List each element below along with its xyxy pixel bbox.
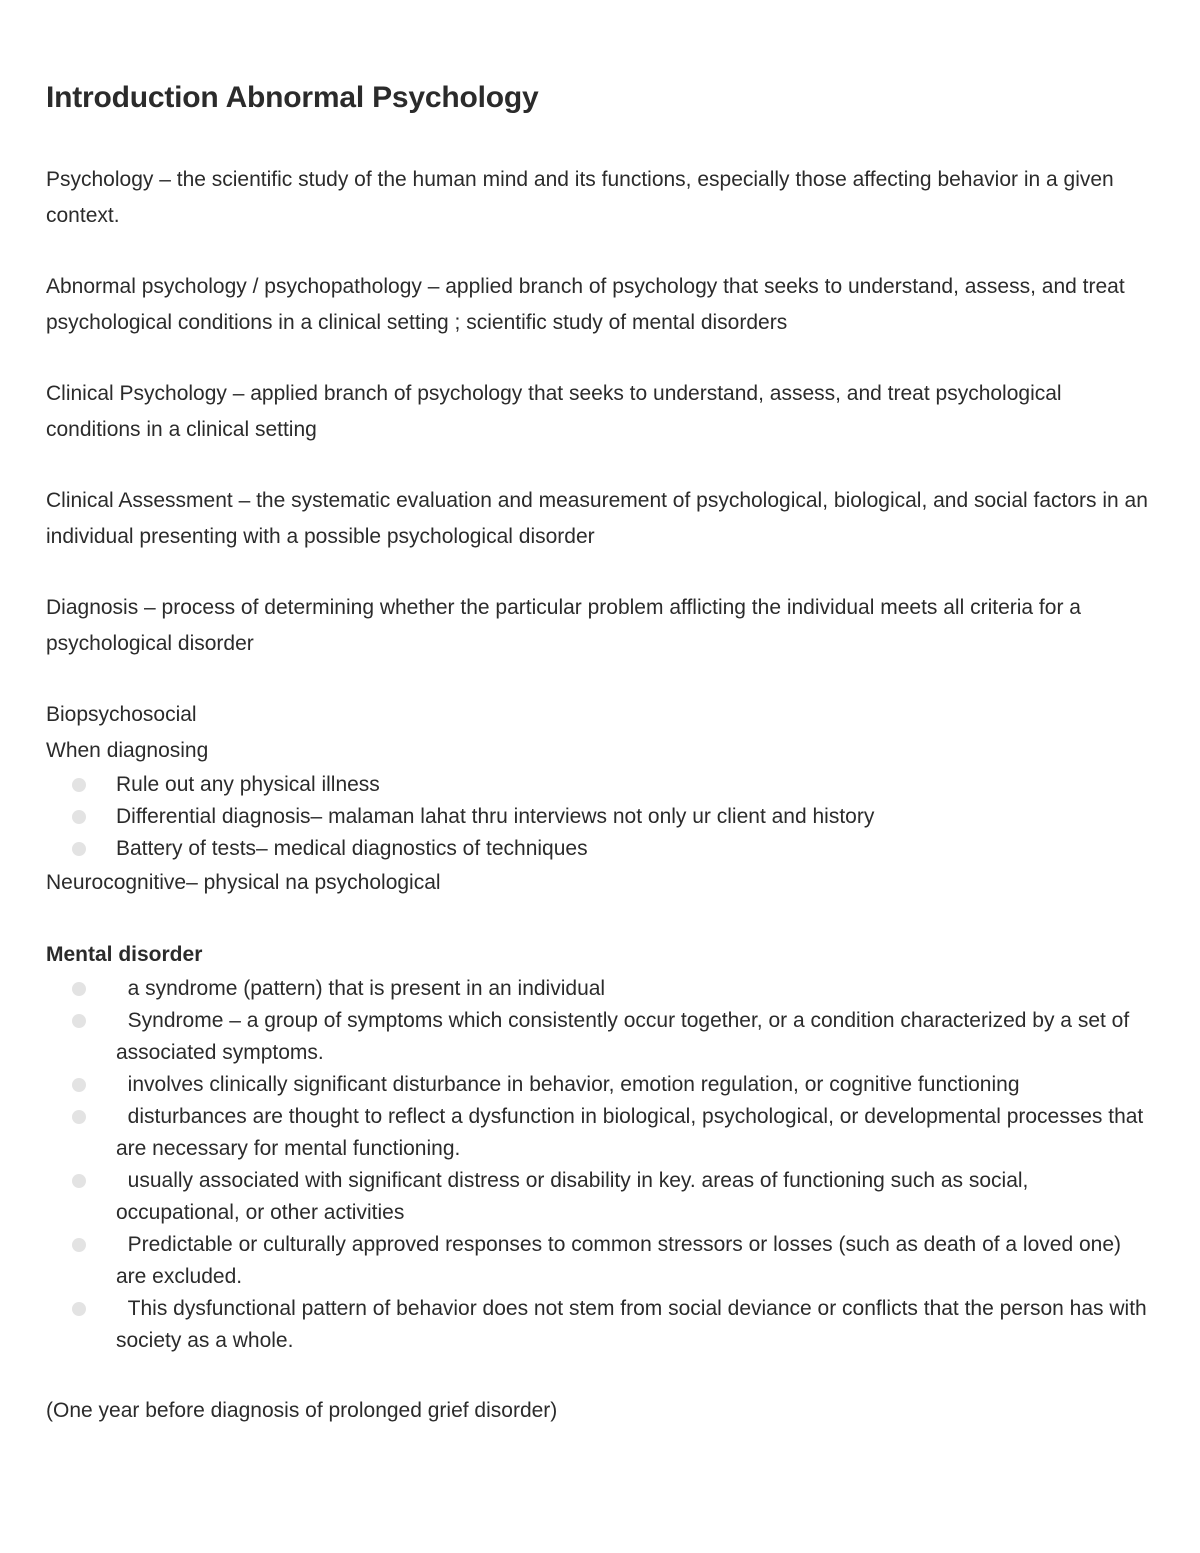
list-item bbox=[46, 973, 1156, 1005]
definition-clinical-assessment: Clinical Assessment – the systematic evaluation and measurement of psychological, biological, and social factors in an individual presenting with a possible psychological disorder bbox=[46, 489, 1148, 548]
biopsychosocial-label: Biopsychosocial bbox=[46, 703, 197, 726]
definition-psychology: Psychology – the scientific study of the human mind and its functions, especially those affecting behavior in a given context. bbox=[46, 168, 1114, 227]
bullet-dot-icon bbox=[72, 1078, 86, 1092]
bullet-dot-icon bbox=[72, 778, 86, 792]
mental-disorder-list bbox=[46, 973, 1156, 1357]
definition-diagnosis: Diagnosis – process of determining whether the particular problem afflicting the individual meets all criteria for a psychological disorder bbox=[46, 596, 1081, 655]
list-item-text: Predictable or culturally approved responses to common stressors or losses (such as death of a loved one) are excluded. bbox=[116, 1233, 1127, 1288]
list-item bbox=[46, 801, 1156, 833]
list-item-text: Battery of tests– medical diagnostics of techniques bbox=[116, 837, 588, 860]
spacer bbox=[46, 1357, 1156, 1393]
neurocognitive-note: Neurocognitive– physical na psychological bbox=[46, 871, 441, 894]
list-item-text: usually associated with significant distress or disability in key. areas of functioning such as social, occupational, or other activities bbox=[116, 1169, 1035, 1224]
bullet-dot-icon bbox=[72, 842, 86, 856]
bullet-dot-icon bbox=[72, 1238, 86, 1252]
list-item-text: Rule out any physical illness bbox=[116, 773, 380, 796]
bullet-dot-icon bbox=[72, 1110, 86, 1124]
bullet-dot-icon bbox=[72, 1174, 86, 1188]
list-item-text: This dysfunctional pattern of behavior does not stem from social deviance or conflicts that the person has with society as a whole. bbox=[116, 1297, 1153, 1352]
list-item bbox=[46, 833, 1156, 865]
bullet-dot-icon bbox=[72, 982, 86, 996]
list-item bbox=[46, 1069, 1156, 1101]
list-item bbox=[46, 1293, 1156, 1357]
spacer bbox=[46, 901, 1156, 937]
page-title: Introduction Abnormal Psychology bbox=[46, 81, 539, 114]
bullet-dot-icon bbox=[72, 1302, 86, 1316]
when-diagnosing-label: When diagnosing bbox=[46, 739, 209, 762]
mental-disorder-heading: Mental disorder bbox=[46, 943, 203, 966]
definition-abnormal-psychology: Abnormal psychology / psychopathology – applied branch of psychology that seeks to understand, assess, and treat psychological conditions in a clinical setting ; scientific study of mental disorders bbox=[46, 275, 1125, 334]
list-item bbox=[46, 1165, 1156, 1229]
closing-note: (One year before diagnosis of prolonged grief disorder) bbox=[46, 1399, 558, 1422]
list-item-text: Syndrome – a group of symptoms which consistently occur together, or a condition characterized by a set of associated symptoms. bbox=[116, 1009, 1136, 1064]
list-item-text: a syndrome (pattern) that is present in an individual bbox=[116, 977, 606, 1000]
document-page bbox=[46, 80, 1156, 1429]
list-item-text: Differential diagnosis– malaman lahat thru interviews not only ur client and history bbox=[116, 805, 875, 828]
bullet-dot-icon bbox=[72, 810, 86, 824]
definition-clinical-psychology: Clinical Psychology – applied branch of psychology that seeks to understand, assess, and treat psychological conditions in a clinical setting bbox=[46, 382, 1062, 441]
bullet-dot-icon bbox=[72, 1014, 86, 1028]
diagnosing-list bbox=[46, 769, 1156, 865]
list-item-text: involves clinically significant disturbance in behavior, emotion regulation, or cognitive functioning bbox=[116, 1073, 1020, 1096]
list-item-text: disturbances are thought to reflect a dysfunction in biological, psychological, or developmental processes that are necessary for mental functioning. bbox=[116, 1105, 1150, 1160]
list-item bbox=[46, 769, 1156, 801]
list-item bbox=[46, 1005, 1156, 1069]
list-item bbox=[46, 1101, 1156, 1165]
list-item bbox=[46, 1229, 1156, 1293]
